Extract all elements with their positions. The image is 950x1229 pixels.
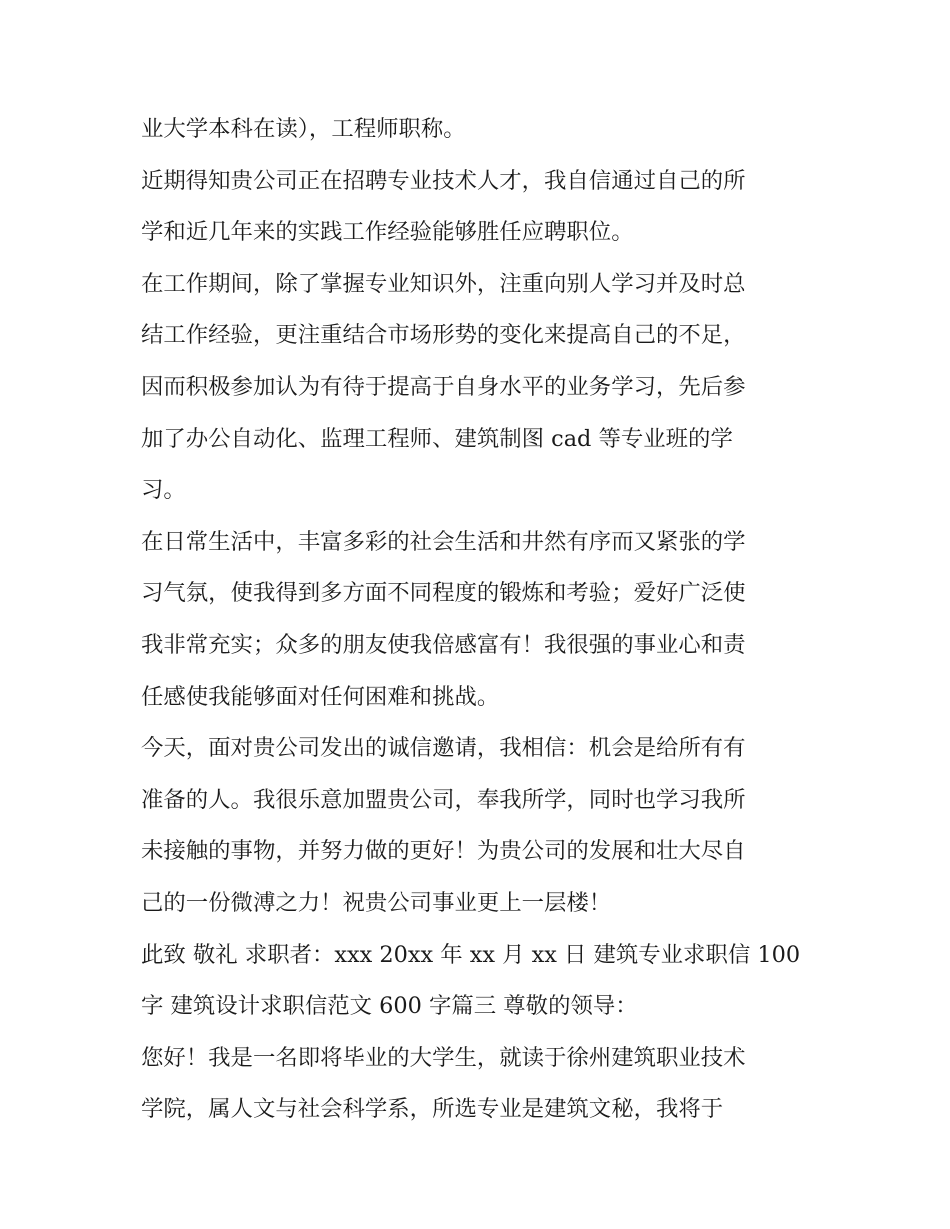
text-line: 今天，面对贵公司发出的诚信邀请，我相信：机会是给所有有 xyxy=(141,735,746,762)
text-line: 己的一份微溥之力！祝贵公司事业更上一层楼！ xyxy=(141,889,612,916)
text-line: 未接触的事物，并努力做的更好！为贵公司的发展和壮大尽自 xyxy=(141,838,746,865)
document-body xyxy=(141,104,813,1136)
text-line: 业大学本科在读），工程师职称。 xyxy=(141,116,466,142)
text-line: 学院，属人文与社会科学系，所选专业是建筑文秘，我将于 xyxy=(141,1096,724,1123)
text-line: 在工作期间，除了掌握专业知识外，注重向别人学习并及时总 xyxy=(141,270,746,297)
text-line: 学和近几年来的实践工作经验能够胜任应聘职位。 xyxy=(141,219,634,246)
text-line: 准备的人。我很乐意加盟贵公司，奉我所学，同时也学习我所 xyxy=(141,786,746,813)
text-line: 此致 敬礼 求职者：xxx 20xx 年 xx 月 xx 日 建筑专业求职信 100 xyxy=(141,941,801,968)
text-line: 字 建筑设计求职信范文 600 字篇三 尊敬的领导： xyxy=(141,993,638,1020)
text-line: 您好！我是一名即将毕业的大学生，就读于徐州建筑职业技术 xyxy=(141,1044,746,1071)
text-line: 任感使我能够面对任何困难和挑战。 xyxy=(141,683,500,710)
text-line: 加了办公自动化、监理工程师、建筑制图 cad 等专业班的学 xyxy=(141,425,733,452)
text-line: 习气氛，使我得到多方面不同程度的锻炼和考验；爱好广泛使 xyxy=(141,580,746,607)
text-line: 在日常生活中，丰富多彩的社会生活和井然有序而又紧张的学 xyxy=(141,528,746,555)
text-line: 结工作经验，更注重结合市场形势的变化来提高自己的不足， xyxy=(141,322,746,349)
text-line: 近期得知贵公司正在招聘专业技术人才，我自信通过自己的所 xyxy=(141,167,746,194)
text-line: 我非常充实；众多的朋友使我倍感富有！我很强的事业心和责 xyxy=(141,631,746,658)
text-line: 习。 xyxy=(141,477,186,504)
text-line: 因而积极参加认为有待于提高于自身水平的业务学习，先后参 xyxy=(141,373,746,400)
